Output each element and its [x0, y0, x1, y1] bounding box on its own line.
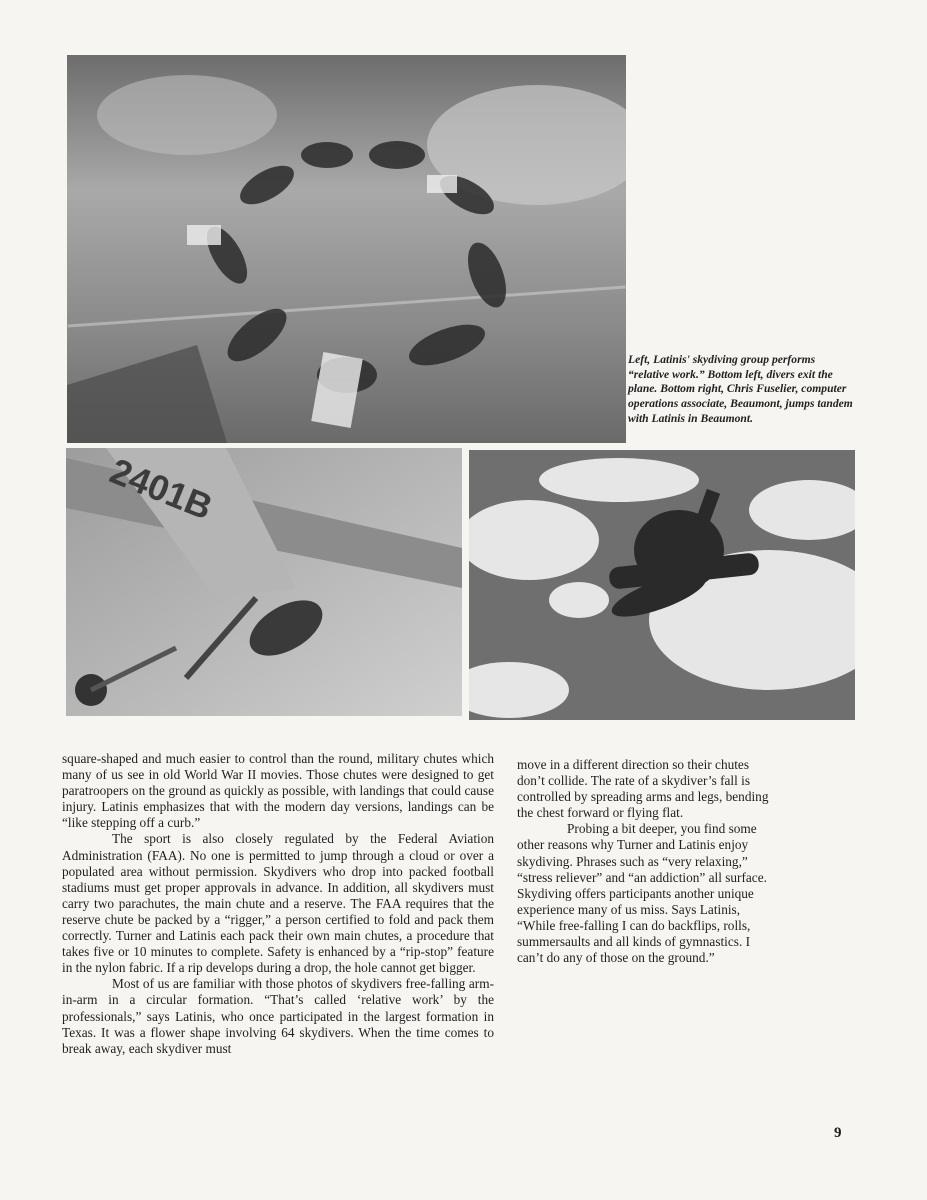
photo-tandem-jump: [469, 450, 855, 720]
photo-skydiving-formation: [67, 55, 626, 443]
photo-divers-exit-plane: [66, 448, 462, 716]
photo-caption: Left, Latinis' skydiving group performs “relative work.” Bottom left, divers exit the plane. Bottom right, Chris Fuselier, computer operations associate, Beaumont, jumps tandem with Latinis in Beaumont.: [628, 353, 853, 425]
article-column-right: [517, 757, 772, 966]
article-column-left: [62, 751, 494, 1057]
article-paragraph: Most of us are familiar with those photos of skydivers free-falling arm-in-arm in a circular formation. “That’s called ‘relative work’ by the professionals,” says Latinis, who once participated in the largest formation in Texas. It was a flower shape involving 64 skydivers. When the time comes to break away, each skydiver must: [62, 976, 494, 1056]
article-paragraph: square-shaped and much easier to control than the round, military chutes which many of us see in old World War II movies. Those chutes were designed to get paratroopers on the ground as quickly as possible, with landings that could cause injury. Latinis emphasizes that with the modern day versions, landings can be “like stepping off a curb.”: [62, 751, 494, 831]
skydiving-formation-image: [67, 55, 626, 443]
article-paragraph: Probing a bit deeper, you find some other reasons why Turner and Latinis enjoy skydiving. Phrases such as “very relaxing,” “stress reliever” and “an addiction” all surface. Skydiving offers participants another unique experience many of us miss. Says Latinis, “While free-falling I can do backflips, rolls, summersaults and all kinds of gymnastics. I can’t do any of those on the ground.”: [517, 821, 767, 966]
page-number: 9: [834, 1125, 842, 1141]
article-paragraph: move in a different direction so their chutes don’t collide. The rate of a skydiver’s fall is controlled by spreading arms and legs, bending the chest forward or flying flat.: [517, 757, 769, 821]
tandem-skydive-image: [469, 450, 855, 720]
tail-number: 2401B: [104, 449, 219, 528]
article-paragraph: The sport is also closely regulated by the Federal Aviation Administration (FAA). No one is permitted to jump through a cloud or over a populated area without permission. Skydivers who drop into packed football stadiums must get proper approvals in advance. In addition, all skydivers must carry two parachutes, the main chute and a reserve. The FAA requires that the reserve chute be packed by a “rigger,” a person certified to fold and pack them correctly. Turner and Latinis each pack their own main chutes, a procedure that takes five or 10 minutes to complete. Safety is enhanced by a “rip-stop” feature in the nylon fabric. If a rip develops during a drop, the hole cannot get bigger.: [62, 831, 494, 976]
airplane-wing-image: [66, 448, 462, 716]
